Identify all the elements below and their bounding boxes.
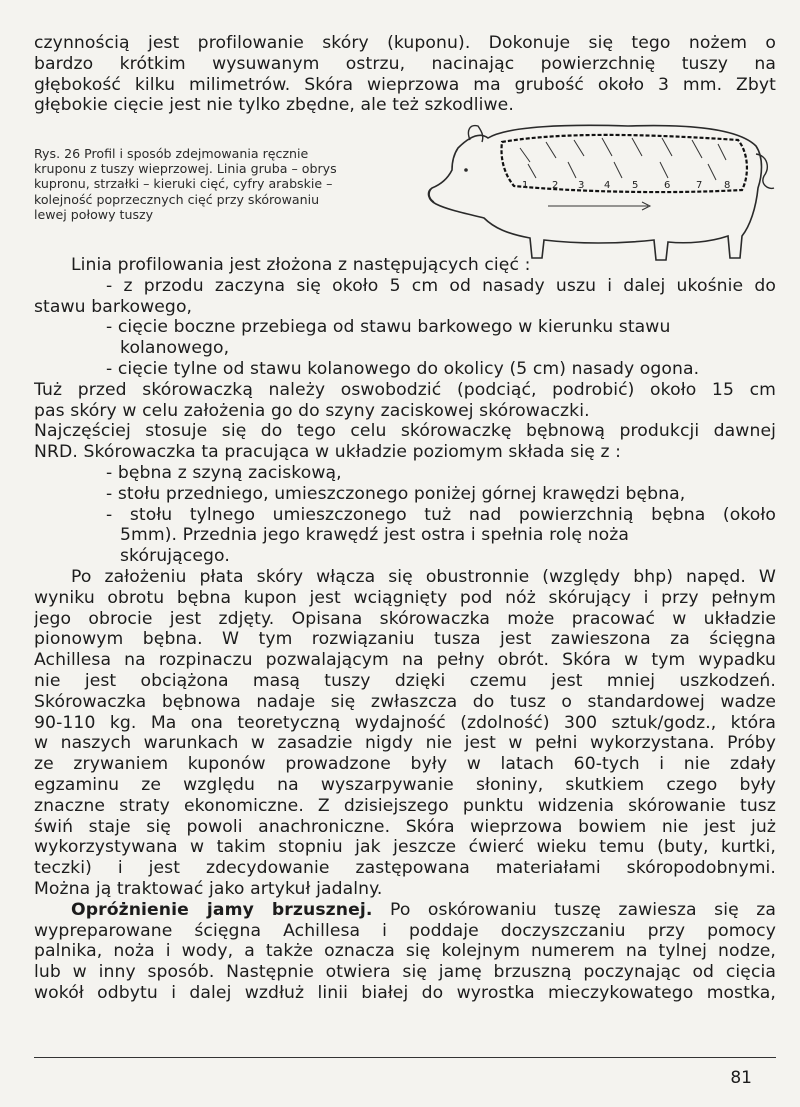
section-heading: Opróżnienie jamy brzusznej. bbox=[71, 899, 373, 920]
text-line: czynnością jest profilowanie skóry (kuponu). Dokonuje się tego nożem o bbox=[34, 33, 776, 53]
text-line: 90-110 kg. Ma ona teoretyczną wydajność (zdolność) 300 sztuk/godz., która bbox=[34, 712, 776, 733]
text-line: egzaminu ze względu na wyszarpywanie słoniny, skutkiem czego były bbox=[34, 774, 776, 795]
cut-number: 7 bbox=[696, 180, 703, 191]
page-number: 81 bbox=[730, 1068, 752, 1088]
cut-number: 4 bbox=[604, 180, 611, 191]
text-line: Można ją traktować jako artykuł jadalny. bbox=[34, 878, 383, 899]
text-line: jego obrocie jest zdjęty. Opisana skórowaczka może pracować w układzie bbox=[34, 608, 776, 629]
pig-outline bbox=[429, 125, 762, 260]
list-item: - cięcie boczne przebiega od stawu barkowego w kierunku stawu bbox=[106, 317, 671, 338]
list-item: - z przodu zaczyna się około 5 cm od nasady uszu i dalej ukośnie do bbox=[106, 275, 776, 296]
pig-ear bbox=[468, 126, 482, 142]
text-line: nie jest obciążona masą tuszy dzięki czemu jest mniej uszkodzeń. bbox=[34, 670, 776, 691]
text-line: Tuż przed skórowaczką należy oswobodzić (podciąć, podrobić) około 15 cm bbox=[34, 379, 776, 400]
list-item: - bębna z szyną zaciskową, bbox=[106, 462, 342, 483]
text-line: wyniku obrotu bębna kupon jest wciągnięty pod nóż skórujący i przy pełnym bbox=[34, 587, 776, 608]
pig-skinning-diagram bbox=[418, 118, 780, 268]
cut-arrows bbox=[520, 138, 726, 210]
text-line: pas skóry w celu założenia go do szyny zaciskowej skórowaczki. bbox=[34, 400, 590, 421]
text-line: NRD. Skórowaczka ta pracująca w układzie poziomym składa się z : bbox=[34, 442, 622, 463]
text-line: wypreparowane ścięgna Achillesa i poddaje doczyszczaniu przy pomocy bbox=[34, 920, 776, 941]
figure-caption bbox=[34, 146, 414, 222]
text-line: głębokie cięcie jest nie tylko zbędne, ale też szkodliwe. bbox=[34, 95, 514, 116]
text-line: wokół odbytu i dalej wzdłuż linii białej do wyrostka mieczykowatego mostka, bbox=[34, 982, 776, 1003]
text-line: znaczne straty ekonomiczne. Z dzisiejszego punktu widzenia skórowanie tusz bbox=[34, 795, 776, 816]
text-line: palnika, noża i wody, a także oznacza się kolejnym numerem na tylnej nodze, bbox=[34, 941, 776, 962]
text-line: 5mm). Przednia jego krawędź jest ostra i spełnia rolę noża bbox=[120, 525, 629, 546]
cut-number: 3 bbox=[578, 180, 585, 191]
list-item: - stołu przedniego, umieszczonego poniżej górnej krawędzi bębna, bbox=[106, 483, 686, 504]
text-line: teczki) i jest zdecydowanie zastępowana materiałami skóropodobnymi. bbox=[34, 858, 776, 879]
text-line: stawu barkowego, bbox=[34, 296, 193, 317]
text-line: kolanowego, bbox=[120, 338, 230, 359]
crupon-outline bbox=[502, 135, 747, 192]
text-line: świń staje się powoli anachroniczne. Skóra wieprzowa bowiem nie jest już bbox=[34, 816, 776, 837]
caption-line: lewej połowy tuszy bbox=[34, 206, 154, 222]
caption-line: Rys. 26 Profil i sposób zdejmowania ręcznie bbox=[34, 146, 309, 161]
text-line: Linia profilowania jest złożona z następujących cięć : bbox=[71, 255, 531, 275]
text-line: w naszych warunkach w zasadzie nigdy nie jest w pełni wykorzystana. Próby bbox=[34, 733, 776, 754]
text-line: głębokość kilku milimetrów. Skóra wieprzowa ma grubość około 3 mm. Zbyt bbox=[34, 74, 776, 95]
cut-number: 2 bbox=[552, 180, 559, 191]
cut-number: 6 bbox=[664, 180, 671, 191]
intro-paragraph bbox=[34, 33, 776, 116]
text-line: wykorzystywana w takim stopniu jak jeszcze ćwierć wieku temu (buty, kurtki, bbox=[34, 837, 776, 858]
list-item: - cięcie tylne od stawu kolanowego do okolicy (5 cm) nasady ogona. bbox=[106, 358, 700, 379]
caption-line: kruponu z tuszy wieprzowej. Linia gruba – obrys bbox=[34, 161, 337, 177]
pig-eye bbox=[464, 168, 468, 172]
text-line: Po założeniu płata skóry włącza się obustronnie (względy bhp) napęd. W bbox=[71, 566, 776, 587]
body-text bbox=[34, 255, 776, 1004]
list-item: - stołu tylnego umieszczonego tuż nad powierzchnią bębna (około bbox=[106, 504, 776, 525]
cut-number: 1 bbox=[522, 180, 529, 191]
text-line: lub w inny sposób. Następnie otwiera się jamę brzuszną poczynając od cięcia bbox=[34, 962, 776, 983]
text-line: bardzo krótkim wysuwanym ostrzu, nacinając powierzchnię tuszy na bbox=[34, 53, 776, 74]
caption-line: kolejność poprzecznych cięć przy skórowaniu bbox=[34, 191, 320, 207]
text-line: ze zrywaniem kuponów prowadzone były w latach 60-tych i nie zdały bbox=[34, 754, 776, 775]
text-line: Achillesa na rozpinaczu pozwalającym na pełny obrót. Skóra w tym wypadku bbox=[34, 650, 776, 671]
text-line: pionowym bębna. W tym rozwiązaniu tusza jest zawieszona za ścięgna bbox=[34, 629, 776, 650]
section-first-line-text: Po oskórowaniu tuszę zawiesza się za bbox=[372, 899, 776, 920]
text-line: Skórowaczka bębnowa nadaje się zwłaszcza do tusz o standardowej wadze bbox=[34, 691, 776, 712]
cut-number: 5 bbox=[632, 180, 639, 191]
text-line: Najczęściej stosuje się do tego celu skórowaczkę bębnową produkcji dawnej bbox=[34, 421, 776, 442]
text-line: skórującego. bbox=[120, 546, 230, 567]
section-first-line bbox=[34, 900, 776, 921]
footer-rule bbox=[34, 1057, 776, 1058]
cut-number: 8 bbox=[724, 180, 731, 191]
caption-line: kuprоnu, strzałki – kieruki cięć, cyfry arabskie – bbox=[34, 176, 333, 192]
